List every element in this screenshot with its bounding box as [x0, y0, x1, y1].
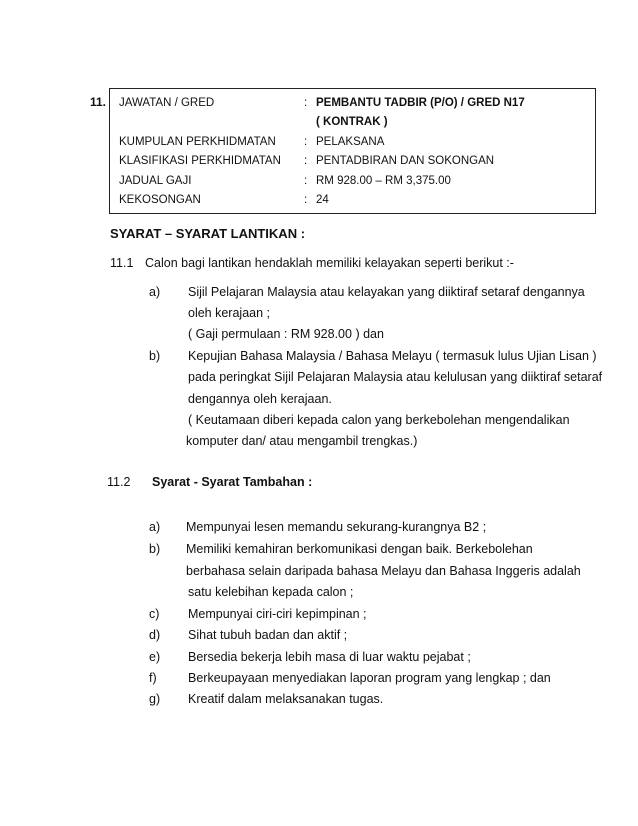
- item-text-line: Sihat tubuh badan dan aktif ;: [188, 628, 348, 642]
- item-text-line: dengannya oleh kerajaan.: [188, 392, 332, 406]
- item-letter: e): [149, 650, 161, 664]
- section-number-11-2: 11.2: [107, 475, 131, 489]
- info-label-kumpulan: KUMPULAN PERKHIDMATAN: [119, 136, 276, 148]
- item-text-line: berbahasa selain daripada bahasa Melayu dan Bahasa Inggeris adalah: [186, 564, 581, 578]
- item-text-line: ( Keutamaan diberi kepada calon yang berkebolehan mengendalikan: [188, 413, 570, 427]
- info-value-jadual-gaji: RM 928.00 – RM 3,375.00: [316, 175, 451, 187]
- item-text-line: ( Gaji permulaan : RM 928.00 ) dan: [188, 327, 384, 341]
- item-letter: a): [149, 285, 161, 299]
- item-letter: d): [149, 628, 161, 642]
- item-text-line: Memiliki kemahiran berkomunikasi dengan baik. Berkebolehan: [186, 542, 533, 556]
- item-letter: a): [149, 520, 161, 534]
- info-colon: :: [304, 155, 308, 167]
- item-text-line: Mempunyai ciri-ciri kepimpinan ;: [188, 607, 367, 621]
- item-text-line: Sijil Pelajaran Malaysia atau kelayakan yang diiktiraf setaraf dengannya: [188, 285, 585, 299]
- item-letter: c): [149, 607, 160, 621]
- item-text-line: Berkeupayaan menyediakan laporan program yang lengkap ; dan: [188, 671, 551, 685]
- info-value-kekosongan: 24: [316, 194, 329, 206]
- item-text-line: Mempunyai lesen memandu sekurang-kurangnya B2 ;: [186, 520, 487, 534]
- item-text-line: Kepujian Bahasa Malaysia / Bahasa Melayu ( termasuk lulus Ujian Lisan ): [188, 349, 597, 363]
- info-label-jawatan: JAWATAN / GRED: [119, 97, 215, 109]
- item-text-line: satu kelebihan kepada calon ;: [188, 585, 354, 599]
- info-colon: :: [304, 175, 308, 187]
- info-value-kumpulan: PELAKSANA: [316, 136, 385, 148]
- item-text-line: oleh kerajaan ;: [188, 306, 271, 320]
- item-letter: g): [149, 692, 161, 706]
- info-label-kekosongan: KEKOSONGAN: [119, 194, 201, 206]
- info-label-jadual-gaji: JADUAL GAJI: [119, 175, 192, 187]
- item-text-line: Bersedia bekerja lebih masa di luar waktu pejabat ;: [188, 650, 471, 664]
- info-value-klasifikasi: PENTADBIRAN DAN SOKONGAN: [316, 155, 495, 167]
- item-letter: b): [149, 542, 161, 556]
- item-letter: b): [149, 349, 161, 363]
- info-value-kontrak: ( KONTRAK ): [316, 116, 388, 128]
- info-label-klasifikasi: KLASIFIKASI PERKHIDMATAN: [119, 155, 281, 167]
- section-intro-11-1: Calon bagi lantikan hendaklah memiliki kelayakan seperti berikut :-: [145, 256, 514, 270]
- info-value-jawatan: PEMBANTU TADBIR (P/O) / GRED N17: [316, 97, 525, 109]
- item-text-line: pada peringkat Sijil Pelajaran Malaysia atau kelulusan yang diiktiraf setaraf: [188, 370, 603, 384]
- item-number: 11.: [90, 95, 107, 109]
- info-colon: :: [304, 97, 308, 109]
- info-colon: :: [304, 136, 308, 148]
- section-heading: SYARAT – SYARAT LANTIKAN :: [110, 226, 306, 241]
- section-title-11-2: Syarat - Syarat Tambahan :: [152, 475, 313, 489]
- item-text-line: komputer dan/ atau mengambil trengkas.): [186, 434, 418, 448]
- section-number-11-1: 11.1: [110, 256, 134, 270]
- item-text-line: Kreatif dalam melaksanakan tugas.: [188, 692, 384, 706]
- item-letter: f): [149, 671, 157, 685]
- info-colon: :: [304, 194, 308, 206]
